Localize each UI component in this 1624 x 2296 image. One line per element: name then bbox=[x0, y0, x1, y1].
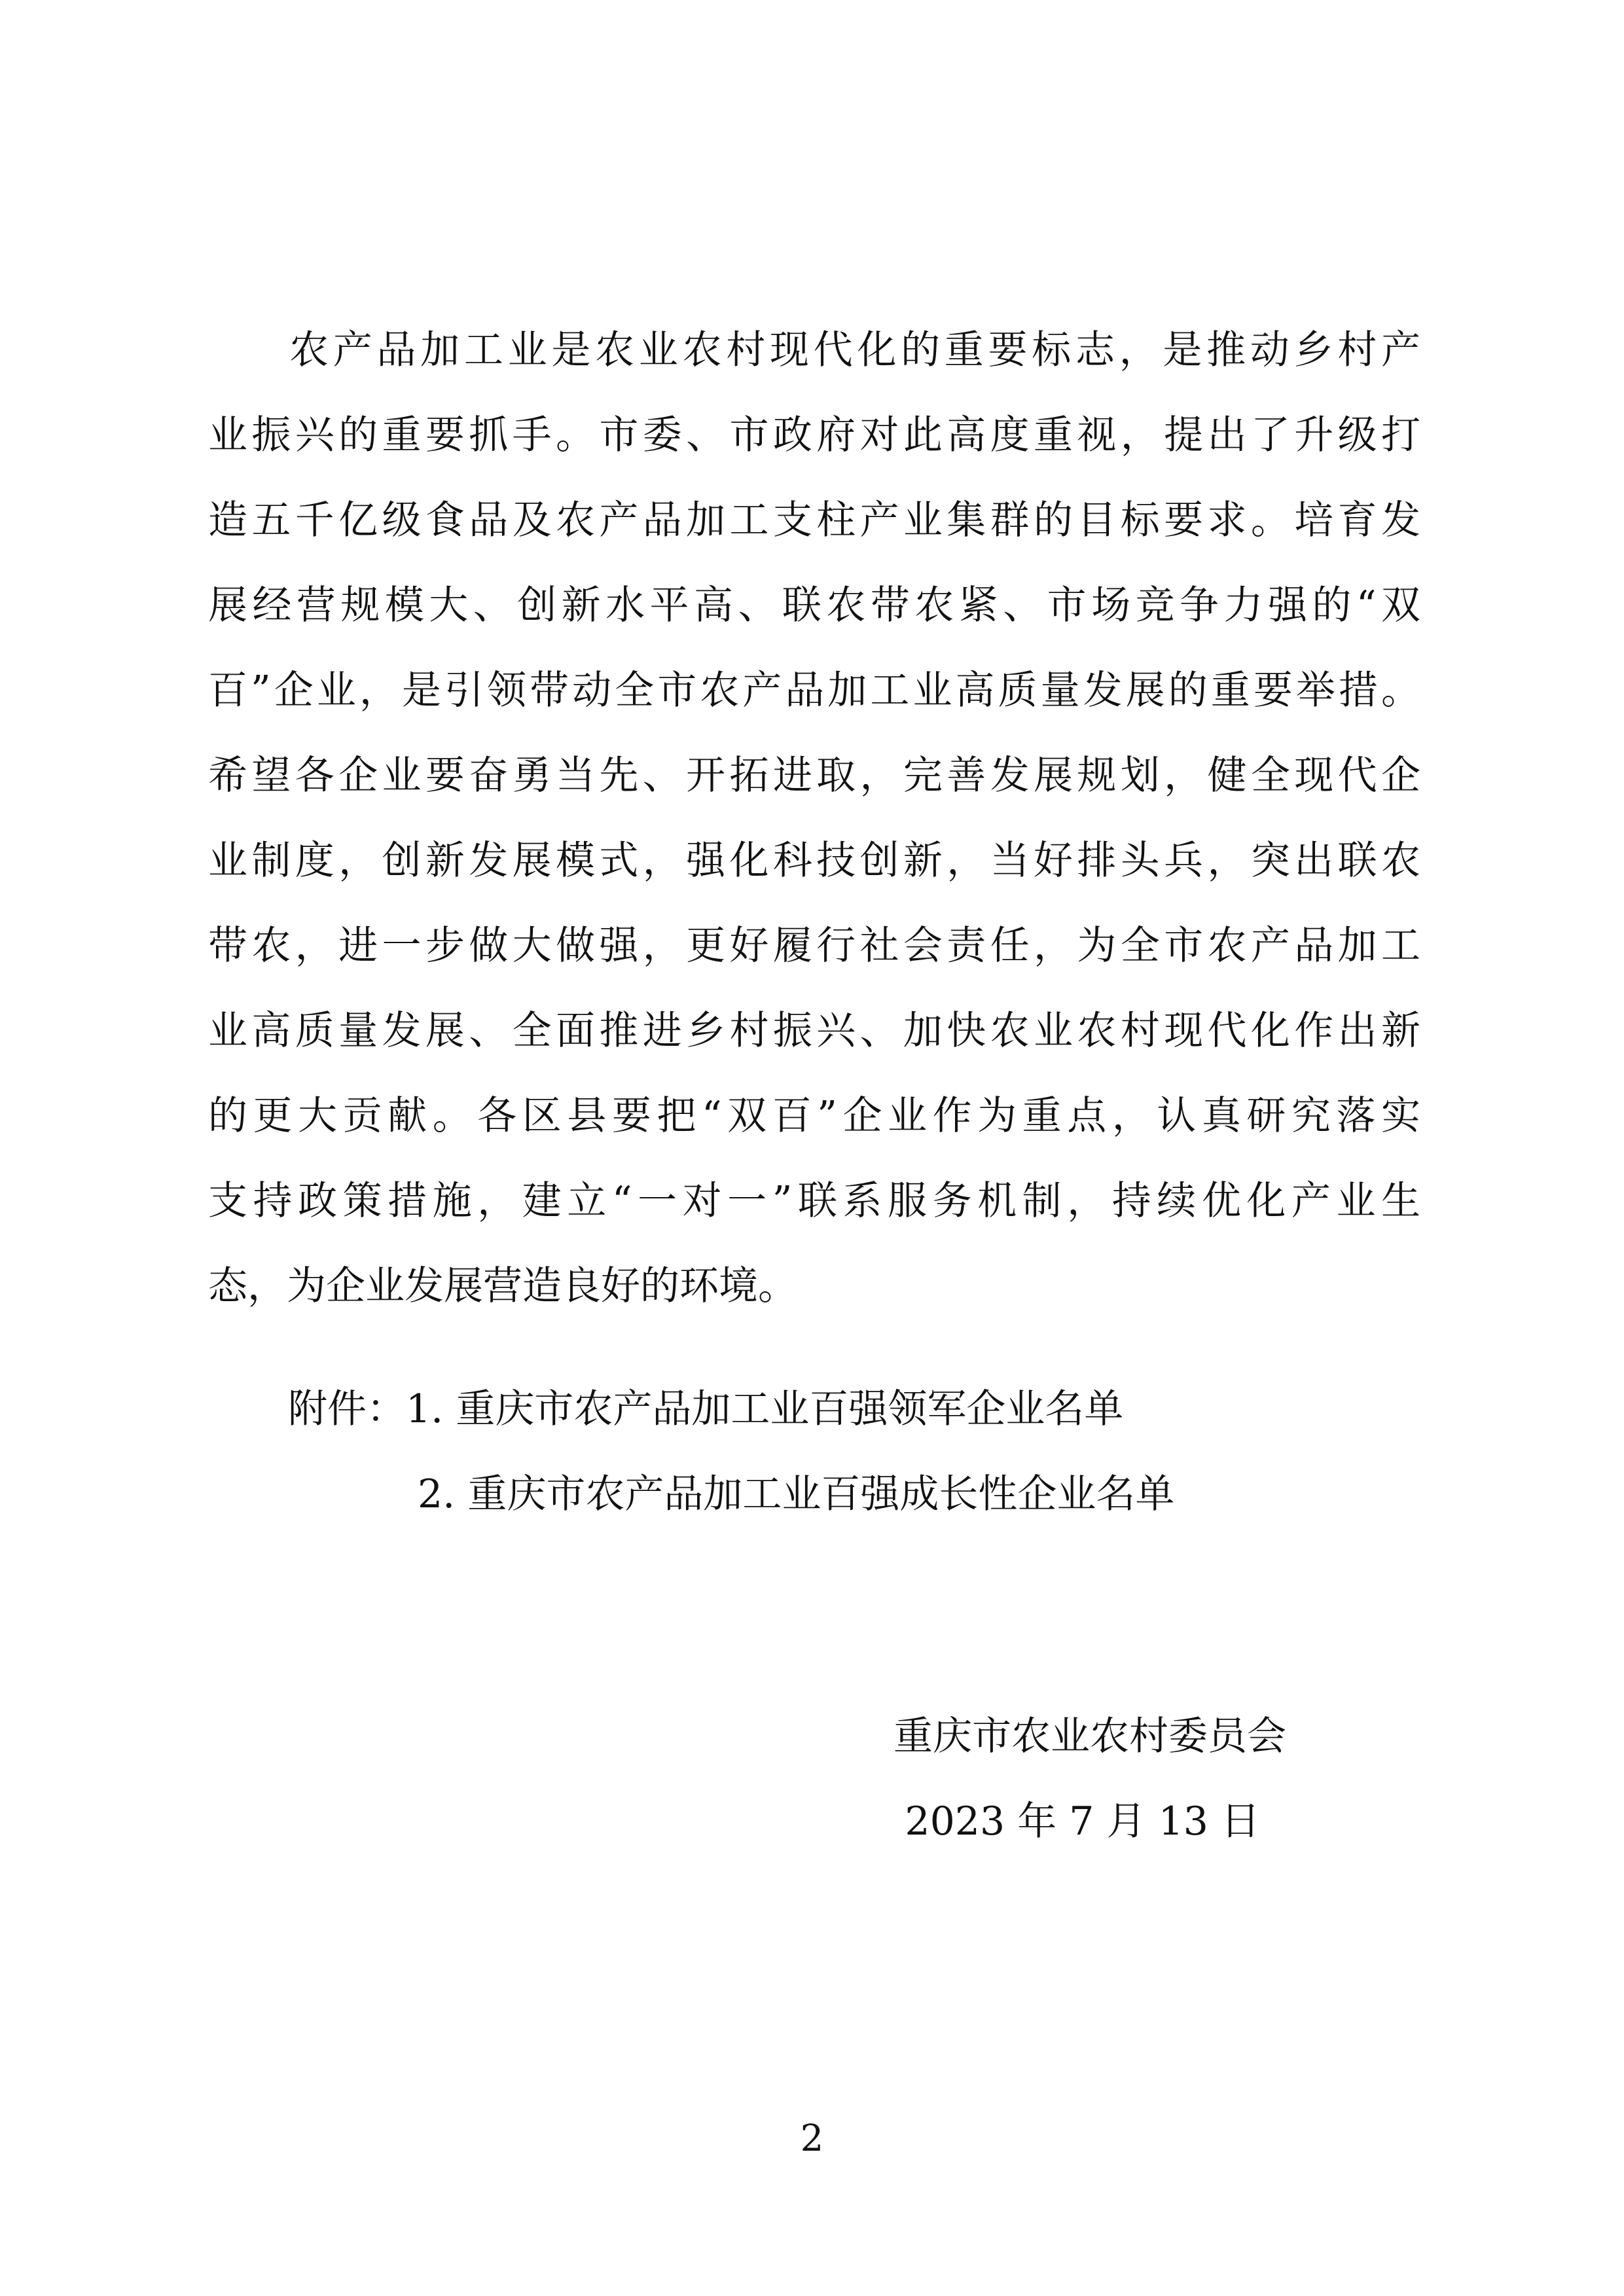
body-line-2: 业振兴的重要抓手。市委、市政府对此高度重视，提出了升级打 bbox=[208, 412, 1420, 458]
body-line-4: 展经营规模大、创新水平高、联农带农紧、市场竞争力强的“双 bbox=[208, 583, 1420, 628]
attachments-section bbox=[288, 1367, 1368, 1537]
attachment-row-2 bbox=[288, 1452, 1368, 1537]
body-line-9: 业高质量发展、全面推进乡村振兴、加快农业农村现代化作出新 bbox=[208, 1008, 1420, 1054]
page-number: 2 bbox=[800, 2117, 824, 2160]
attachment-item-2: 2. 重庆市农产品加工业百强成长性企业名单 bbox=[418, 1471, 1175, 1517]
body-paragraph bbox=[208, 308, 1420, 1329]
body-line-1: 农产品加工业是农业农村现代化的重要标志，是推动乡村产 bbox=[289, 327, 1420, 373]
body-line-8: 带农，进一步做大做强，更好履行社会责任，为全市农产品加工 bbox=[208, 923, 1420, 969]
body-line-10: 的更大贡献。各区县要把“双百”企业作为重点，认真研究落实 bbox=[208, 1093, 1420, 1139]
signature-block bbox=[893, 1694, 1286, 1864]
body-line-7: 业制度，创新发展模式，强化科技创新，当好排头兵，突出联农 bbox=[208, 838, 1420, 884]
body-line-5: 百”企业，是引领带动全市农产品加工业高质量发展的重要举措。 bbox=[208, 668, 1420, 713]
attachment-item-1: 1. 重庆市农产品加工业百强领军企业名单 bbox=[406, 1386, 1124, 1432]
attachment-row-1 bbox=[288, 1367, 1368, 1452]
attachments-label: 附件： bbox=[288, 1386, 406, 1432]
body-line-12: 态，为企业发展营造良好的环境。 bbox=[208, 1263, 797, 1309]
signature-organization: 重庆市农业农村委员会 bbox=[893, 1713, 1286, 1759]
body-line-3: 造五千亿级食品及农产品加工支柱产业集群的目标要求。培育发 bbox=[208, 497, 1420, 543]
signature-date: 2023 年 7 月 13 日 bbox=[905, 1799, 1260, 1844]
body-line-6: 希望各企业要奋勇当先、开拓进取，完善发展规划，健全现代企 bbox=[208, 753, 1420, 798]
body-line-11: 支持政策措施，建立“一对一”联系服务机制，持续优化产业生 bbox=[208, 1178, 1420, 1224]
